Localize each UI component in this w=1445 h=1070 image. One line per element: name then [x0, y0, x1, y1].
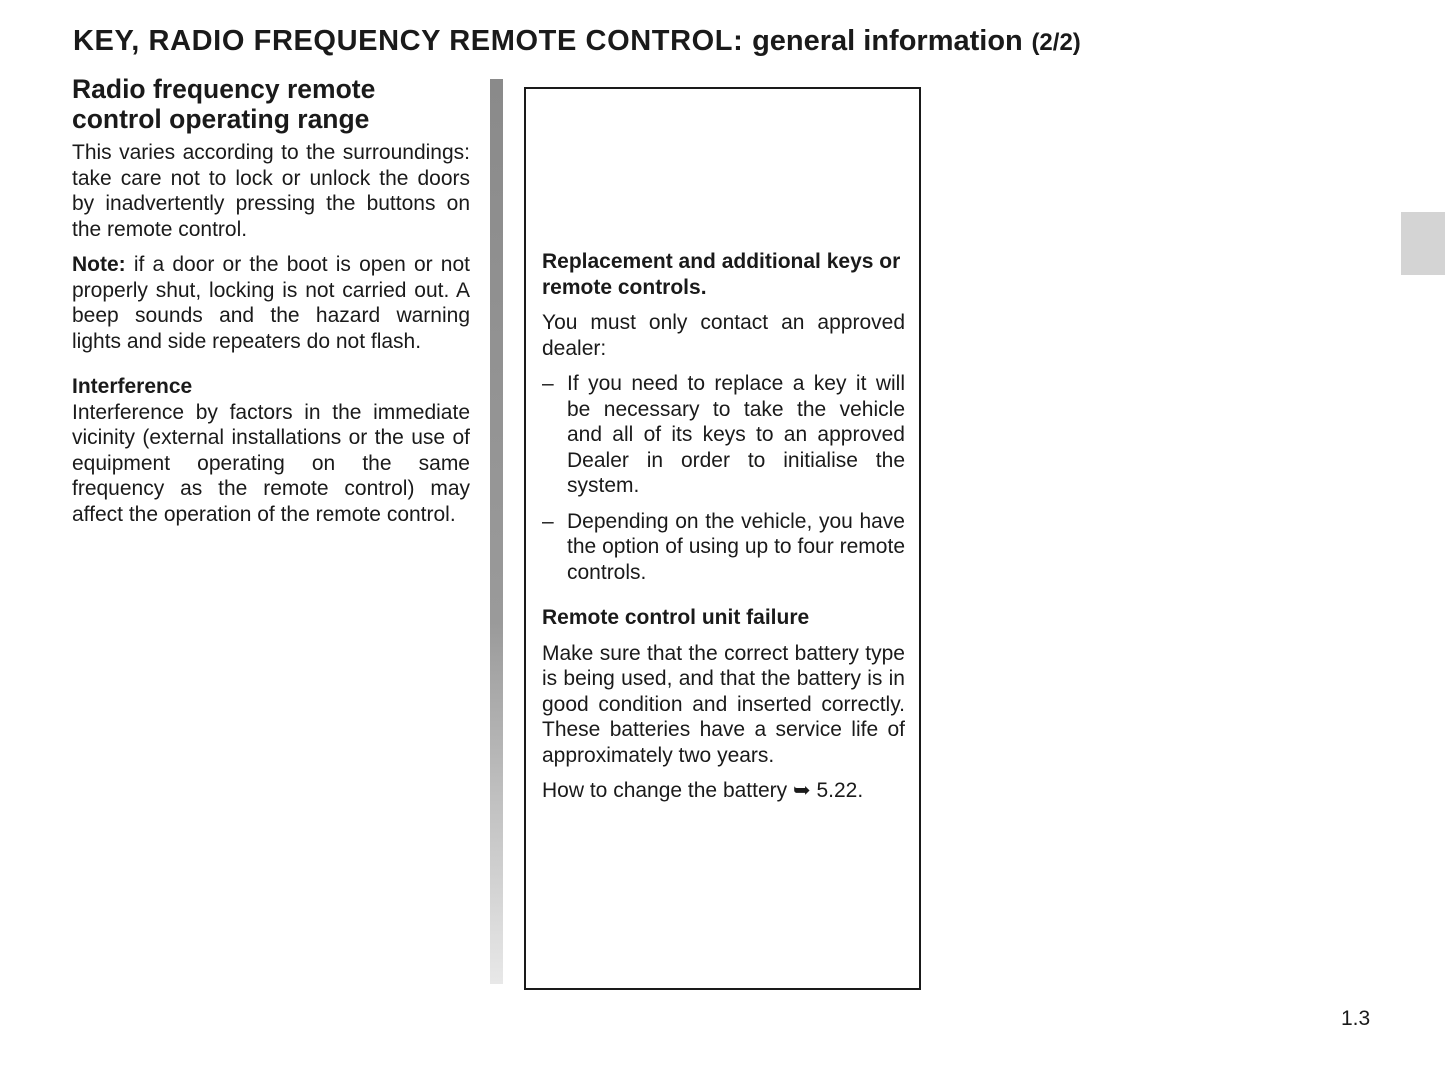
battery-reference [542, 778, 905, 804]
battery-reference-text: How to change the battery [542, 779, 788, 802]
list-item [542, 371, 905, 499]
note-paragraph [72, 252, 470, 354]
note-label: Note: [72, 253, 126, 276]
list-item-text: If you need to replace a key it will be necessary to take the vehicle and all of its keys to an approved Dealer in order to initialise the system. [567, 372, 905, 497]
page-title [73, 22, 1081, 62]
list-item [542, 509, 905, 586]
operating-range-text: This varies according to the surroundings: take care not to lock or unlock the doors by inadvertently pressing the buttons on the remote control. [72, 141, 470, 241]
title-part-indicator: (2/2) [1031, 29, 1081, 56]
unit-failure-text: Make sure that the correct battery type is being used, and that the battery is in good condition and inserted correctly. These batteries have a service life of approximately two years. [542, 641, 905, 767]
interference-heading: Interference [72, 375, 193, 398]
list-item-text: Depending on the vehicle, you have the option of using up to four remote controls. [567, 509, 905, 584]
replacement-list [542, 371, 905, 585]
unit-failure-heading: Remote control unit failure [542, 606, 810, 629]
dash-bullet: – [542, 372, 554, 395]
note-text: if a door or the boot is open or not properly shut, locking is not carried out. A beep sounds and the hazard warning lights and side repeaters do not flash. [72, 253, 470, 353]
replacement-keys-heading: Replacement and additional keys or remote controls. [542, 250, 901, 299]
operating-range-heading: Radio frequency remote control operating range [72, 74, 376, 134]
column-divider-bar [490, 79, 503, 984]
page-number: 1.3 [1341, 1007, 1371, 1030]
info-box-content [542, 249, 905, 814]
dash-bullet: – [542, 509, 554, 533]
title-main: KEY, RADIO FREQUENCY REMOTE CONTROL: [73, 25, 744, 57]
left-column [72, 74, 470, 537]
dealer-intro: You must only contact an approved dealer: [542, 311, 905, 360]
title-subtitle: general information [752, 25, 1023, 57]
battery-page-link[interactable]: 5.22. [816, 779, 864, 802]
section-tab-marker [1401, 212, 1445, 275]
arrow-right-icon: ➥ [793, 779, 811, 802]
interference-text: Interference by factors in the immediate vicinity (external installations or the use of equipment operating on the same frequency as the remote control) may affect the operation of the remote control. [72, 400, 470, 526]
info-box [524, 87, 921, 990]
